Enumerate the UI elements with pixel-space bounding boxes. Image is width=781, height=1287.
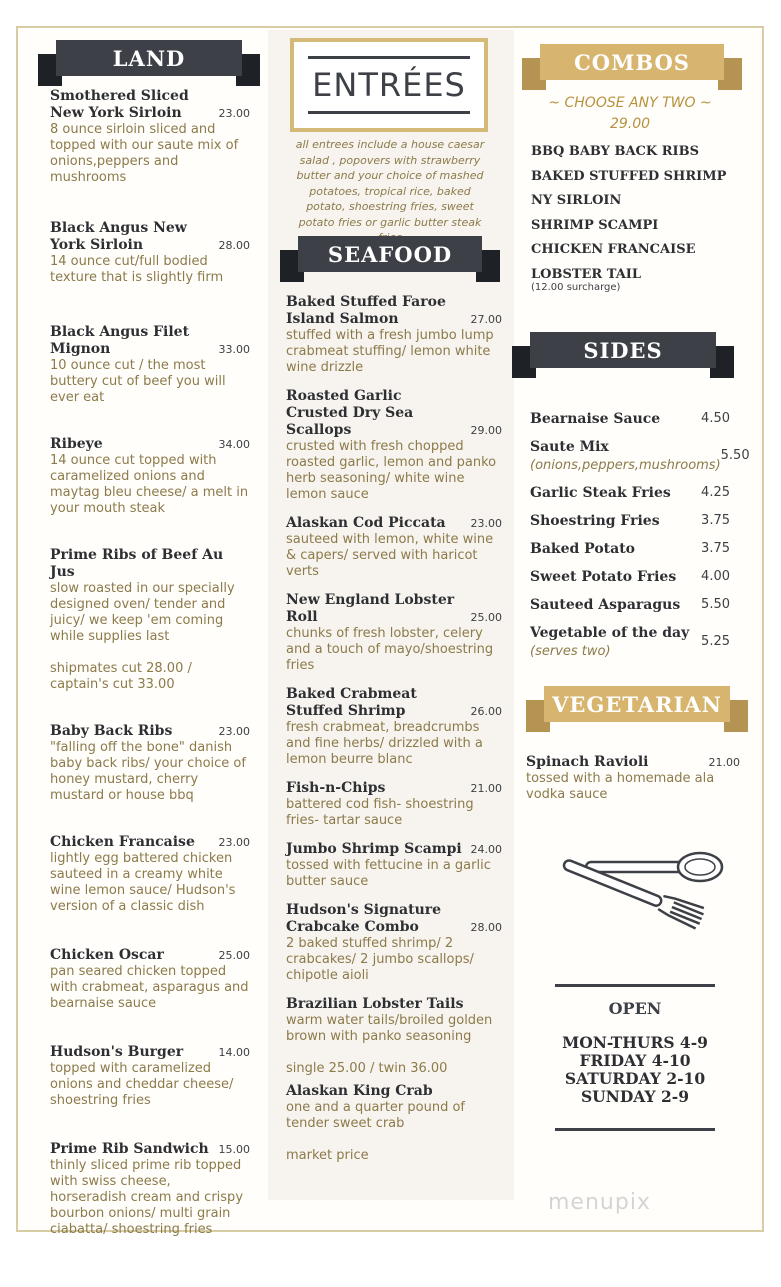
menu-item-description: tossed with fettucine in a garlic butter sauce bbox=[286, 858, 491, 889]
side-item-price: 5.50 bbox=[701, 597, 730, 612]
combos-choose: ~ CHOOSE ANY TWO ~ bbox=[548, 95, 712, 111]
hours-lines bbox=[555, 1034, 715, 1106]
hours-line: SUNDAY 2-9 bbox=[580, 1087, 690, 1106]
side-item-price: 4.00 bbox=[701, 569, 730, 584]
menu-item bbox=[286, 902, 502, 984]
menu-item-header bbox=[50, 1141, 250, 1158]
menu-item-name: Baked Crabmeat Stuffed Shrimp bbox=[286, 686, 417, 719]
combo-item: BAKED STUFFED SHRIMP bbox=[531, 168, 727, 184]
menu-item-price: 21.00 bbox=[708, 756, 740, 769]
menu-item-header bbox=[50, 220, 250, 254]
menu-item-extra: single 25.00 / twin 36.00 bbox=[286, 1061, 448, 1076]
hours-line: MON-THURS 4-9 bbox=[562, 1033, 708, 1052]
menu-item-header bbox=[526, 754, 740, 771]
menu-item-extra: shipmates cut 28.00 / captain's cut 33.00 bbox=[50, 661, 192, 692]
menu-item-description: "falling off the bone" danish baby back ribs/ your choice of honey mustard, cherry mustard or house bbq bbox=[50, 740, 246, 803]
menu-item-header bbox=[286, 686, 502, 720]
menu-item-description: 8 ounce sirloin sliced and topped with our saute mix of onions,peppers and mushrooms bbox=[50, 122, 239, 185]
menu-item bbox=[50, 324, 250, 406]
side-item-info bbox=[530, 594, 680, 615]
menu-item-name: Ribeye bbox=[50, 436, 103, 452]
menu-item bbox=[50, 1141, 250, 1238]
menu-item-header bbox=[286, 841, 502, 858]
land-header bbox=[38, 40, 260, 80]
combos-price: 29.00 bbox=[609, 116, 651, 132]
side-item-name: Sweet Potato Fries bbox=[530, 569, 677, 585]
combo-item: LOBSTER TAIL bbox=[531, 266, 642, 282]
menu-item-header bbox=[286, 515, 502, 532]
menu-item bbox=[286, 294, 502, 376]
menu-item-price: 23.00 bbox=[218, 107, 250, 120]
cutlery-illustration bbox=[550, 846, 730, 946]
side-item-price: 3.75 bbox=[701, 513, 730, 528]
menu-item bbox=[286, 780, 502, 829]
seafood-title: SEAFOOD bbox=[298, 236, 482, 272]
hours-line: FRIDAY 4-10 bbox=[579, 1051, 691, 1070]
menu-item-price: 23.00 bbox=[218, 725, 250, 738]
combo-item: BBQ BABY BACK RIBS bbox=[531, 144, 699, 159]
menu-item-extra: market price bbox=[286, 1148, 369, 1163]
entrees-title-box bbox=[290, 38, 488, 132]
side-item-price: 3.75 bbox=[701, 541, 730, 556]
menu-item-header bbox=[50, 547, 250, 581]
menu-item-name: Alaskan King Crab bbox=[286, 1083, 433, 1099]
menu-item-description: 14 ounce cut/full bodied texture that is slightly firm bbox=[50, 254, 224, 285]
menu-item-price: 29.00 bbox=[470, 424, 502, 437]
side-item-name: Shoestring Fries bbox=[530, 513, 660, 529]
land-list bbox=[50, 88, 250, 1250]
menu-item bbox=[50, 88, 250, 186]
menu-item bbox=[526, 754, 740, 803]
side-item bbox=[530, 482, 730, 503]
menu-item-price: 14.00 bbox=[218, 1046, 250, 1059]
menu-item-description: fresh crabmeat, breadcrumbs and fine herbs/ drizzled with a lemon beurre blanc bbox=[286, 720, 483, 767]
menu-item-price: 24.00 bbox=[470, 843, 502, 856]
menu-item-name: Brazilian Lobster Tails bbox=[286, 996, 464, 1012]
combo-item: CHICKEN FRANCAISE bbox=[531, 242, 696, 258]
menu-item bbox=[286, 841, 502, 890]
menu-item-name: Black Angus New York Sirloin bbox=[50, 220, 187, 253]
side-item-info bbox=[530, 408, 660, 429]
side-item-price: 4.50 bbox=[701, 411, 730, 426]
combo-list bbox=[531, 140, 741, 293]
menu-item-header bbox=[50, 324, 250, 358]
side-item-info bbox=[530, 436, 721, 475]
menu-item bbox=[50, 436, 250, 517]
menu-item bbox=[286, 686, 502, 768]
menu-item-header bbox=[286, 592, 502, 626]
menu-item-price: 25.00 bbox=[470, 611, 502, 624]
menu-item-description: warm water tails/broiled golden brown with panko seasoning bbox=[286, 1013, 493, 1044]
side-item-info bbox=[530, 538, 635, 559]
seafood-list bbox=[286, 294, 502, 1176]
menu-item-header bbox=[286, 780, 502, 797]
menu-item-price: 27.00 bbox=[470, 313, 502, 326]
side-item-name: Bearnaise Sauce bbox=[530, 411, 661, 427]
menu-item-header bbox=[50, 88, 250, 122]
side-item bbox=[530, 436, 750, 475]
combo-surcharge-note: (12.00 surcharge) bbox=[531, 281, 621, 293]
combo-item: SHRIMP SCAMPI bbox=[531, 217, 659, 233]
side-item-info bbox=[530, 510, 660, 531]
combos-subtitle bbox=[530, 93, 730, 135]
menu-item-description: topped with caramelized onions and cheddar cheese/ shoestring fries bbox=[50, 1061, 234, 1108]
menu-item-name: Smothered Sliced New York Sirloin bbox=[50, 88, 189, 121]
menu-item-name: Prime Ribs of Beef Au Jus bbox=[50, 547, 224, 580]
menu-item-description: 10 ounce cut / the most buttery cut of beef you will ever eat bbox=[50, 358, 226, 405]
menu-item bbox=[50, 1044, 250, 1109]
menu-item-price: 26.00 bbox=[470, 705, 502, 718]
menu-item-description: pan seared chicken topped with crabmeat, asparagus and bearnaise sauce bbox=[50, 964, 249, 1011]
menu-item-price: 23.00 bbox=[470, 517, 502, 530]
menu-item-description: thinly sliced prime rib topped with swiss cheese, horseradish cream and crispy bourbon onions/ multi grain ciabatta/ shoestring fries bbox=[50, 1158, 244, 1237]
hours-box bbox=[555, 984, 715, 1131]
menu-item-name: Baby Back Ribs bbox=[50, 723, 173, 739]
menu-item-name: Prime Rib Sandwich bbox=[50, 1141, 209, 1157]
side-item-info bbox=[530, 622, 689, 661]
menu-item-header bbox=[50, 436, 250, 453]
menu-item-description: crusted with fresh chopped roasted garlic, lemon and panko herb seasoning/ white wine lemon sauce bbox=[286, 439, 497, 502]
menu-item-header bbox=[50, 947, 250, 964]
menu-item-description: chunks of fresh lobster, celery and a touch of mayo/shoestring fries bbox=[286, 626, 494, 673]
side-item-name: Garlic Steak Fries bbox=[530, 485, 671, 501]
menu-item-name: Chicken Oscar bbox=[50, 947, 164, 963]
menu-item-description: 2 baked stuffed shrimp/ 2 crabcakes/ 2 jumbo scallops/ chipotle aioli bbox=[286, 936, 474, 983]
side-item bbox=[530, 594, 730, 615]
side-item bbox=[530, 566, 730, 587]
hours-title: OPEN bbox=[608, 999, 662, 1018]
menu-item-price: 23.00 bbox=[218, 836, 250, 849]
menu-item bbox=[286, 388, 502, 503]
menu-item bbox=[286, 515, 502, 580]
sides-title: SIDES bbox=[530, 332, 716, 368]
side-item-info bbox=[530, 482, 671, 503]
menu-item-price: 28.00 bbox=[218, 239, 250, 252]
menu-item-header bbox=[286, 996, 502, 1013]
menu-item-description: stuffed with a fresh jumbo lump crabmeat stuffing/ lemon white wine drizzle bbox=[286, 328, 494, 375]
menu-item-header bbox=[50, 834, 250, 851]
side-item bbox=[530, 408, 730, 429]
menu-item-header bbox=[50, 1044, 250, 1061]
menu-item-name: Alaskan Cod Piccata bbox=[286, 515, 446, 531]
side-item-note: (serves two) bbox=[530, 644, 611, 659]
side-item-name: Saute Mix bbox=[530, 439, 609, 455]
combos-title: COMBOS bbox=[540, 44, 724, 80]
side-item bbox=[530, 622, 730, 661]
side-item-name: Baked Potato bbox=[530, 541, 636, 557]
land-title: LAND bbox=[56, 40, 242, 76]
menu-item-name: Baked Stuffed Faroe Island Salmon bbox=[286, 294, 446, 327]
side-item-name: Vegetable of the day bbox=[530, 625, 690, 641]
menu-item-price: 21.00 bbox=[470, 782, 502, 795]
menu-item-name: New England Lobster Roll bbox=[286, 592, 455, 625]
menu-item-description: battered cod fish- shoestring fries- tartar sauce bbox=[286, 797, 474, 828]
combos-header bbox=[522, 44, 742, 84]
menu-item-description: tossed with a homemade ala vodka sauce bbox=[526, 771, 715, 802]
menu-item bbox=[50, 947, 250, 1012]
seafood-header bbox=[280, 236, 500, 276]
menu-item-name: Fish-n-Chips bbox=[286, 780, 386, 796]
entrees-note: all entrees include a house caesar salad , popovers with strawberry butter and your choice of mashed potatoes, tropical rice, baked potato, shoestring fries, sweet potato fries or garlic butter steak bbox=[295, 138, 485, 229]
menu-item-price: 34.00 bbox=[218, 438, 250, 451]
menu-item-price: 25.00 bbox=[218, 949, 250, 962]
menu-item bbox=[286, 996, 502, 1077]
menu-item-name: Chicken Francaise bbox=[50, 834, 195, 850]
side-item-note: (onions,peppers,mushrooms) bbox=[530, 458, 721, 473]
menu-item bbox=[286, 1083, 502, 1164]
side-item-info bbox=[530, 566, 676, 587]
vegetarian-title: VEGETARIAN bbox=[544, 686, 730, 722]
menu-item bbox=[50, 547, 250, 693]
menu-item-description: one and a quarter pound of tender sweet crab bbox=[286, 1100, 465, 1131]
sides-header bbox=[512, 332, 734, 372]
menu-item-price: 33.00 bbox=[218, 343, 250, 356]
menu-item-description: sauteed with lemon, white wine & capers/ served with haricot verts bbox=[286, 532, 494, 579]
menu-item-price: 15.00 bbox=[218, 1143, 250, 1156]
sides-list bbox=[530, 408, 750, 668]
side-item-price: 4.25 bbox=[701, 485, 730, 500]
side-item-price: 5.25 bbox=[701, 634, 730, 649]
side-item bbox=[530, 538, 730, 559]
menu-item bbox=[50, 723, 250, 804]
side-item bbox=[530, 510, 730, 531]
menu-item-name: Black Angus Filet Mignon bbox=[50, 324, 190, 357]
menu-item-name: Jumbo Shrimp Scampi bbox=[286, 841, 462, 857]
menu-item-description: lightly egg battered chicken sauteed in a creamy white wine lemon sauce/ Hudson's version of a classic dish bbox=[50, 851, 236, 914]
menu-item bbox=[286, 592, 502, 674]
menu-item-name: Spinach Ravioli bbox=[526, 754, 649, 770]
combo-item: NY SIRLOIN bbox=[531, 193, 622, 209]
entrees-title: ENTRÉES bbox=[308, 56, 470, 114]
menu-item-name: Hudson's Burger bbox=[50, 1044, 184, 1060]
menu-item-name: Hudson's Signature Crabcake Combo bbox=[286, 902, 442, 935]
menu-item bbox=[50, 220, 250, 286]
menu-item-price: 28.00 bbox=[470, 921, 502, 934]
hours-line: SATURDAY 2-10 bbox=[564, 1069, 706, 1088]
menu-item-name: Roasted Garlic Crusted Dry Sea Scallops bbox=[286, 388, 414, 438]
menu-item bbox=[50, 834, 250, 915]
watermark: menupix bbox=[548, 1190, 651, 1215]
vegetarian-header bbox=[526, 686, 748, 726]
vegetarian-list bbox=[526, 754, 740, 815]
menu-item-description: slow roasted in our specially designed oven/ tender and juicy/ we keep 'em coming while supplies last bbox=[50, 581, 235, 644]
menu-item-header bbox=[286, 902, 502, 936]
menu-item-header bbox=[286, 1083, 502, 1100]
side-item-price: 5.50 bbox=[720, 448, 750, 463]
menu-item-header bbox=[286, 388, 502, 439]
menu-item-description: 14 ounce cut topped with caramelized onions and maytag bleu cheese/ a melt in your mouth steak bbox=[50, 453, 249, 516]
side-item-name: Sauteed Asparagus bbox=[530, 597, 681, 613]
menu-item-header bbox=[50, 723, 250, 740]
menu-item-header bbox=[286, 294, 502, 328]
